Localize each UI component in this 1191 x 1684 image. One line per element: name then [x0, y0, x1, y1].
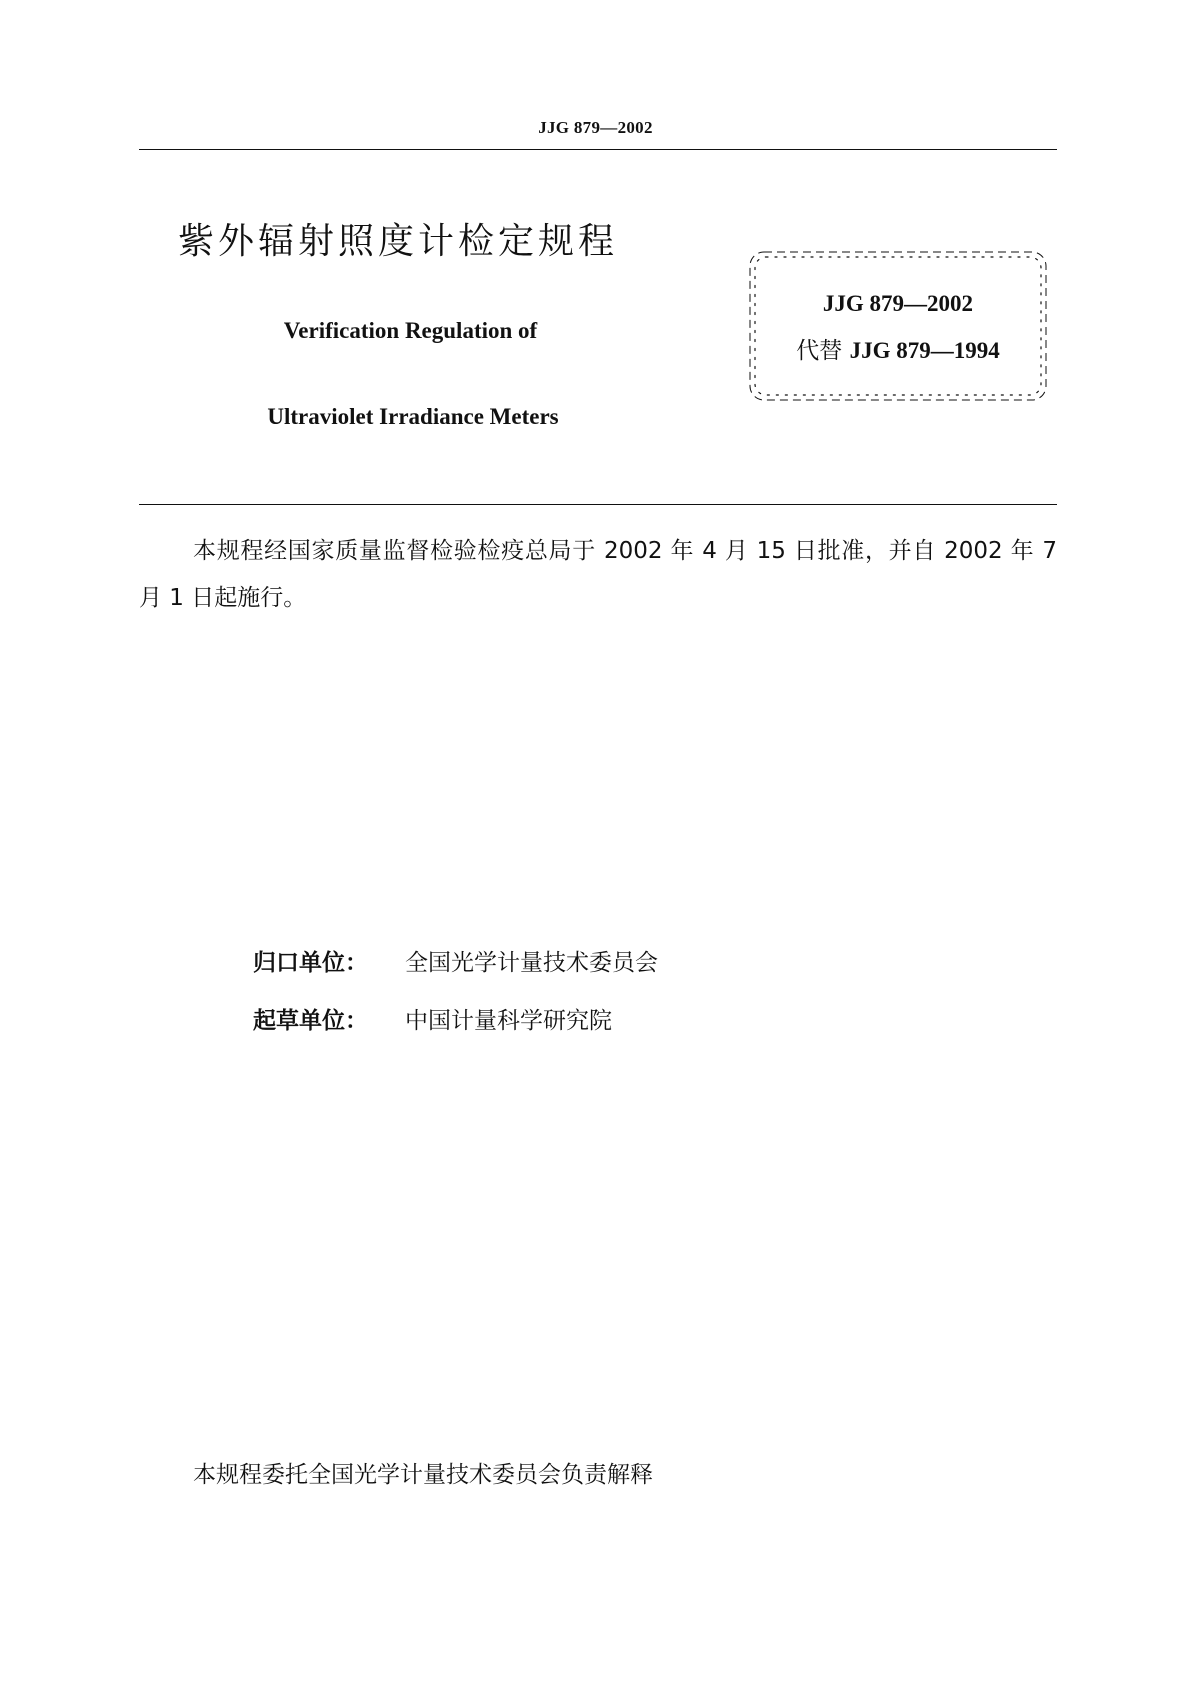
standard-code: [746, 291, 1050, 317]
responsible-unit-label: 归口单位：: [253, 950, 368, 976]
drafting-unit-row: [253, 1002, 612, 1035]
section-rule: [139, 504, 1057, 505]
decorative-border: [746, 248, 1050, 404]
replaces-prefix: 代替: [796, 338, 843, 364]
running-header: JJG 879—2002: [538, 118, 653, 137]
document-title-en-line2: Ultraviolet Irradiance Meters: [267, 404, 559, 429]
header-rule: [139, 149, 1057, 150]
responsible-unit-row: [253, 944, 658, 977]
standard-code-box: [746, 248, 1050, 404]
document-title-en-line1: Verification Regulation of: [283, 318, 538, 343]
standard-code-text: JJG 879—2002: [822, 291, 974, 316]
drafting-unit-value: 中国计量科学研究院: [405, 1008, 612, 1034]
responsible-unit-value: 全国光学计量技术委员会: [405, 950, 658, 976]
replaced-standard: [746, 332, 1050, 365]
document-title-cn: 紫外辐射照度计检定规程: [178, 221, 619, 262]
approval-statement: 本规程经国家质量监督检验检疫总局于 2002 年 4 月 15 日批准，并自 2002 年 7 月 1 日起施行。: [139, 538, 1057, 611]
interpretation-note: 本规程委托全国光学计量技术委员会负责解释: [193, 1462, 653, 1488]
replaced-standard-code: JJG 879—1994: [849, 338, 1000, 363]
drafting-unit-label: 起草单位：: [253, 1008, 368, 1034]
